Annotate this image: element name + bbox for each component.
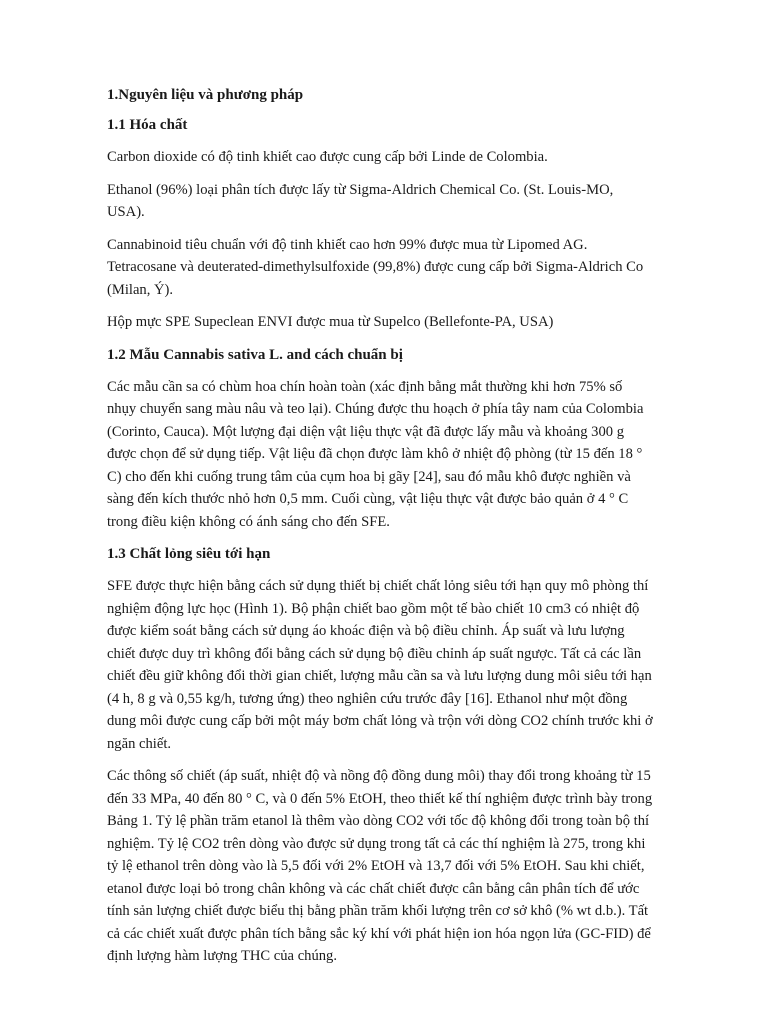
paragraph-cannabinoid: Cannabinoid tiêu chuẩn với độ tinh khiết cao hơn 99% được mua từ Lipomed AG. Tetracosane và deuterated-dimethylsulfoxide (99,8%) được cung cấp bởi Sigma-Aldrich Co (Milan, Ý). xyxy=(107,236,644,298)
subsection-heading-samples: 1.2 Mẫu Cannabis sativa L. and cách chuẩn bị xyxy=(107,346,403,363)
section-heading-materials-methods: 1.Nguyên liệu và phương pháp xyxy=(107,87,304,103)
document-page xyxy=(107,84,653,978)
paragraph-spe: Hộp mực SPE Supeclean ENVI được mua từ Supelco (Bellefonte-PA, USA) xyxy=(107,314,554,330)
paragraph-samples: Các mẫu cần sa có chùm hoa chín hoàn toàn (xác định bằng mắt thường khi hơn 75% số nhụy chuyển sang màu nâu và teo lại). Chúng được thu hoạch ở phía tây nam của Colombia (Corinto, Cauca). Một lượng đại diện vật liệu thực vật đã được lấy mẫu và khoảng 300 g được chọn để sử dụng tiếp. Vật liệu đã chọn được làm khô ở nhiệt độ phòng (từ 15 đến 18 ° C) cho đến khi cuống trung tâm của cụm hoa bị gãy [24], sau đó mẫu khô được nghiền và sàng đến kích thước nhỏ hơn 0,5 mm. Cuối cùng, vật liệu thực vật được bảo quản ở 4 ° C trong điều kiện không có ánh sáng cho đến SFE. xyxy=(107,378,644,530)
subsection-heading-chemicals: 1.1 Hóa chất xyxy=(107,117,188,133)
paragraph-sfe: SFE được thực hiện bằng cách sử dụng thiết bị chiết chất lỏng siêu tới hạn quy mô phòng thí nghiệm động lực học (Hình 1). Bộ phận chiết bao gồm một tế bào chiết 10 cm3 có nhiệt độ được kiểm soát bằng cách sử dụng áo khoác điện và bộ điều chỉnh. Áp suất và lưu lượng chiết được duy trì không đổi bằng cách sử dụng bộ điều chỉnh áp suất ngược. Tất cả các lần chiết đều giữ không đổi thời gian chiết, lượng mẫu cần sa và lưu lượng dung môi siêu tới hạn (4 h, 8 g và 0,55 kg/h, tương ứng) theo nghiên cứu trước đây [16]. Ethanol như một đồng dung môi được cung cấp bởi một máy bơm chất lỏng và trộn với dòng CO2 chính trước khi ở ngăn chiết. xyxy=(107,578,653,752)
paragraph-parameters: Các thông số chiết (áp suất, nhiệt độ và nồng độ đồng dung môi) thay đổi trong khoảng từ 15 đến 33 MPa, 40 đến 80 ° C, và 0 đến 5% EtOH, theo thiết kế thí nghiệm được trình bày trong Bảng 1. Tỷ lệ phần trăm etanol là thêm vào dòng CO2 với tốc độ không đổi trong toàn bộ thí nghiệm. Tỷ lệ CO2 trên dòng vào được sử dụng trong tất cả các thí nghiệm là 275, trong khi tỷ lệ ethanol trên dòng vào là 5,5 đối với 2% EtOH và 13,7 đối với 5% EtOH. Sau khi chiết, etanol được loại bỏ trong chân không và các chất chiết được cân bằng cân phân tích để ước tính sản lượng chiết được biểu thị bằng phần trăm khối lượng trên cơ sở khô (% wt d.b.). Tất cả các chiết xuất được phân tích bằng sắc ký khí với phát hiện ion hóa ngọn lửa (GC-FID) để định lượng hàm lượng THC của chúng. xyxy=(107,768,653,964)
paragraph-ethanol: Ethanol (96%) loại phân tích được lấy từ Sigma-Aldrich Chemical Co. (St. Louis-MO, USA). xyxy=(107,181,614,220)
subsection-heading-sfe: 1.3 Chất lỏng siêu tới hạn xyxy=(107,546,271,562)
paragraph-co2: Carbon dioxide có độ tinh khiết cao được cung cấp bởi Linde de Colombia. xyxy=(107,149,548,165)
